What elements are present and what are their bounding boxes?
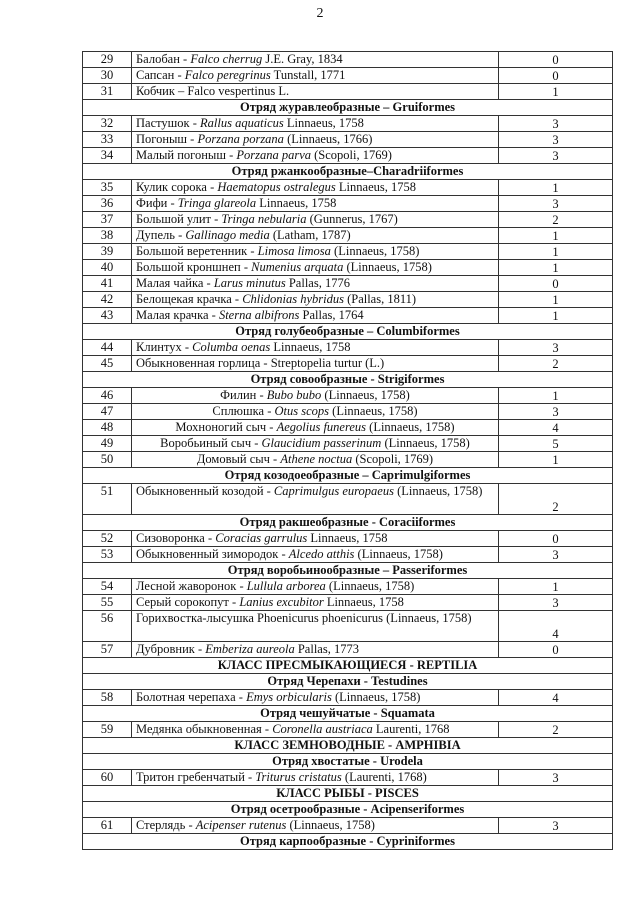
status-category: 3: [499, 547, 613, 563]
status-category: 1: [499, 579, 613, 595]
species-author: (Linnaeus, 1758): [393, 484, 483, 498]
table-row: [83, 132, 613, 148]
species-latin-name: Caprimulgus europaeus: [273, 484, 394, 498]
status-category: 3: [499, 770, 613, 786]
species-name: [132, 818, 499, 834]
row-number: 35: [83, 180, 132, 196]
species-name: [132, 244, 499, 260]
table-row: [83, 420, 613, 436]
table-row: [83, 180, 613, 196]
species-latin-name: Otus scops: [274, 404, 330, 418]
species-common-name: Домовый сыч -: [196, 452, 281, 466]
species-common-name: Воробьиный сыч -: [160, 436, 262, 450]
species-common-name: Обыкновенный зимородок -: [136, 547, 289, 561]
table-row: [83, 68, 613, 84]
species-author: (Linnaeus, 1758): [366, 420, 455, 434]
species-author: (Linnaeus, 1758): [330, 244, 420, 258]
species-latin-name: Glaucidium passerinum: [261, 436, 382, 450]
species-common-name: Большой кроншнеп -: [136, 260, 252, 274]
species-author: (Latham, 1787): [269, 228, 351, 242]
species-latin-name: Emys orbicularis: [246, 690, 332, 704]
row-number: 60: [83, 770, 132, 786]
species-latin-name: Falco peregrinus: [184, 68, 271, 82]
status-category: 3: [499, 818, 613, 834]
row-number: 37: [83, 212, 132, 228]
species-latin-name: Triturus cristatus: [255, 770, 342, 784]
species-author: (Linnaeus, 1758): [331, 690, 421, 704]
section-header-row: [83, 372, 613, 388]
status-category: 1: [499, 292, 613, 308]
section-header: КЛАСС РЫБЫ - PISCES: [83, 786, 613, 802]
status-category: 2: [499, 484, 613, 515]
species-name: [132, 148, 499, 164]
species-name: [132, 116, 499, 132]
section-header: Отряд журавлеобразные – Gruiformes: [83, 100, 613, 116]
species-common-name: Горихвостка-лысушка Phoenicurus phoenicurus (Linnaeus, 1758): [136, 611, 472, 625]
row-number: 46: [83, 388, 132, 404]
species-latin-name: Emberiza aureola: [205, 642, 295, 656]
species-author: (Scopoli, 1769): [352, 452, 434, 466]
species-common-name: Большой веретенник -: [136, 244, 258, 258]
species-common-name: Кобчик – Falco vespertinus L.: [136, 84, 290, 98]
species-author: (Laurenti, 1768): [341, 770, 427, 784]
species-name: [132, 180, 499, 196]
species-author: (Linnaeus, 1758): [354, 547, 443, 561]
row-number: 50: [83, 452, 132, 468]
species-name: [132, 260, 499, 276]
row-number: 42: [83, 292, 132, 308]
species-author: (Linnaeus, 1758): [325, 579, 415, 593]
species-latin-name: Alcedo atthis: [288, 547, 355, 561]
species-name: [132, 690, 499, 706]
species-name: [132, 420, 499, 436]
status-category: 3: [499, 595, 613, 611]
table-row: [83, 579, 613, 595]
species-name: [132, 212, 499, 228]
species-common-name: Дубровник -: [136, 642, 206, 656]
species-author: Linnaeus, 1758: [270, 340, 351, 354]
status-category: 2: [499, 722, 613, 738]
section-header-row: [83, 324, 613, 340]
row-number: 58: [83, 690, 132, 706]
status-category: 3: [499, 132, 613, 148]
species-author: Linnaeus, 1758: [256, 196, 337, 210]
species-latin-name: Bubo bubo: [266, 388, 322, 402]
status-category: 1: [499, 244, 613, 260]
table-row: [83, 292, 613, 308]
species-common-name: Малая чайка -: [136, 276, 214, 290]
table-row: [83, 595, 613, 611]
row-number: 34: [83, 148, 132, 164]
status-category: 4: [499, 690, 613, 706]
species-latin-name: Athene noctua: [280, 452, 353, 466]
row-number: 36: [83, 196, 132, 212]
table-row: [83, 452, 613, 468]
row-number: 52: [83, 531, 132, 547]
table-row: [83, 244, 613, 260]
row-number: 57: [83, 642, 132, 658]
status-category: 5: [499, 436, 613, 452]
species-latin-name: Haematopus ostralegus: [217, 180, 336, 194]
row-number: 61: [83, 818, 132, 834]
species-common-name: Обыкновенная горлица - Streptopelia turtur (L.): [136, 356, 385, 370]
row-number: 54: [83, 579, 132, 595]
section-header: Отряд голубеобразные – Columbiformes: [83, 324, 613, 340]
status-category: 0: [499, 642, 613, 658]
table-row: [83, 436, 613, 452]
species-latin-name: Acipenser rutenus: [195, 818, 287, 832]
species-author: Linnaeus, 1758: [307, 531, 388, 545]
table-row: [83, 404, 613, 420]
species-latin-name: Tringa glareola: [177, 196, 257, 210]
table-row: [83, 340, 613, 356]
row-number: 39: [83, 244, 132, 260]
species-latin-name: Coracias garrulus: [215, 531, 308, 545]
species-author: (Pallas, 1811): [343, 292, 417, 306]
species-author: (Linnaeus, 1758): [329, 404, 418, 418]
section-header-row: [83, 786, 613, 802]
table-row: [83, 52, 613, 68]
species-name: [132, 196, 499, 212]
row-number: 48: [83, 420, 132, 436]
table-row: [83, 228, 613, 244]
table-row: [83, 260, 613, 276]
section-header: Отряд козодоеобразные – Caprimulgiformes: [83, 468, 613, 484]
status-category: 0: [499, 68, 613, 84]
species-author: (Linnaeus, 1758): [286, 818, 375, 832]
species-common-name: Медянка обыкновенная -: [136, 722, 273, 736]
species-name: [132, 547, 499, 563]
table-row: [83, 148, 613, 164]
section-header-row: [83, 164, 613, 180]
species-author: (Linnaeus, 1758): [343, 260, 432, 274]
species-common-name: Сапсан -: [136, 68, 185, 82]
species-common-name: Малая крачка -: [136, 308, 219, 322]
species-name: [132, 292, 499, 308]
row-number: 47: [83, 404, 132, 420]
section-header: Отряд совообразные - Strigiformes: [83, 372, 613, 388]
species-name: [132, 595, 499, 611]
status-category: 0: [499, 276, 613, 292]
status-category: 0: [499, 52, 613, 68]
species-latin-name: Coronella austriaca: [272, 722, 373, 736]
species-common-name: Мохноногий сыч -: [175, 420, 277, 434]
section-header-row: [83, 738, 613, 754]
species-common-name: Серый сорокопут -: [136, 595, 240, 609]
species-latin-name: Falco cherrug: [190, 52, 263, 66]
section-header-row: [83, 754, 613, 770]
species-name: [132, 436, 499, 452]
species-latin-name: Chlidonias hybridus: [242, 292, 344, 306]
status-category: 2: [499, 212, 613, 228]
status-category: 3: [499, 404, 613, 420]
species-common-name: Большой улит -: [136, 212, 222, 226]
species-author: (Linnaeus, 1766): [283, 132, 373, 146]
table-row: [83, 196, 613, 212]
species-name: [132, 276, 499, 292]
row-number: 31: [83, 84, 132, 100]
species-name: [132, 484, 499, 515]
species-author: (Gunnerus, 1767): [306, 212, 398, 226]
species-latin-name: Lullula arborea: [246, 579, 326, 593]
section-header: Отряд Черепахи - Testudines: [83, 674, 613, 690]
species-latin-name: Columba oenas: [192, 340, 271, 354]
species-common-name: Филин -: [220, 388, 267, 402]
status-category: 1: [499, 228, 613, 244]
species-name: [132, 340, 499, 356]
status-category: 3: [499, 196, 613, 212]
section-header: Отряд ракшеобразные - Coraciiformes: [83, 515, 613, 531]
species-name: [132, 68, 499, 84]
species-common-name: Малый погоныш -: [136, 148, 237, 162]
status-category: 1: [499, 452, 613, 468]
species-name: [132, 611, 499, 642]
species-common-name: Стерлядь -: [136, 818, 196, 832]
section-header-row: [83, 515, 613, 531]
section-header: Отряд воробьинообразные – Passeriformes: [83, 563, 613, 579]
table-row: [83, 212, 613, 228]
species-table: [82, 51, 613, 850]
table-row: [83, 84, 613, 100]
table-row: [83, 547, 613, 563]
section-header: Отряд осетрообразные - Acipenseriformes: [83, 802, 613, 818]
species-name: [132, 404, 499, 420]
row-number: 59: [83, 722, 132, 738]
species-common-name: Болотная черепаха -: [136, 690, 247, 704]
table-row: [83, 531, 613, 547]
section-header-row: [83, 834, 613, 850]
species-name: [132, 579, 499, 595]
row-number: 38: [83, 228, 132, 244]
row-number: 45: [83, 356, 132, 372]
species-author: J.E. Gray, 1834: [262, 52, 343, 66]
species-latin-name: Limosa limosa: [257, 244, 331, 258]
species-name: [132, 452, 499, 468]
species-name: [132, 770, 499, 786]
status-category: 1: [499, 388, 613, 404]
species-author: Pallas, 1764: [299, 308, 364, 322]
species-author: Linnaeus, 1758: [323, 595, 404, 609]
row-number: 53: [83, 547, 132, 563]
species-common-name: Сплюшка -: [212, 404, 275, 418]
section-header-row: [83, 802, 613, 818]
row-number: 40: [83, 260, 132, 276]
species-latin-name: Gallinago media: [185, 228, 270, 242]
status-category: 0: [499, 531, 613, 547]
species-common-name: Пастушок -: [136, 116, 201, 130]
species-latin-name: Lanius excubitor: [239, 595, 324, 609]
species-common-name: Балобан -: [136, 52, 191, 66]
row-number: 41: [83, 276, 132, 292]
status-category: 4: [499, 420, 613, 436]
table-row: [83, 116, 613, 132]
row-number: 51: [83, 484, 132, 515]
status-category: 1: [499, 308, 613, 324]
species-latin-name: Sterna albifrons: [218, 308, 300, 322]
section-header-row: [83, 658, 613, 674]
species-author: Laurenti, 1768: [372, 722, 450, 736]
table-row: [83, 484, 613, 515]
species-common-name: Белощекая крачка -: [136, 292, 243, 306]
species-latin-name: Larus minutus: [213, 276, 286, 290]
species-name: [132, 228, 499, 244]
row-number: 55: [83, 595, 132, 611]
status-category: 4: [499, 611, 613, 642]
species-common-name: Обыкновенный козодой -: [136, 484, 274, 498]
status-category: 1: [499, 260, 613, 276]
section-header: КЛАСС ЗЕМНОВОДНЫЕ - AMPHIBIA: [83, 738, 613, 754]
species-latin-name: Porzana porzana: [197, 132, 284, 146]
species-author: Pallas, 1776: [285, 276, 350, 290]
page-number: 2: [316, 6, 324, 21]
row-number: 44: [83, 340, 132, 356]
species-name: [132, 642, 499, 658]
section-header-row: [83, 468, 613, 484]
species-common-name: Клинтух -: [136, 340, 193, 354]
section-header: Отряд ржанкообразные–Charadriiformes: [83, 164, 613, 180]
species-common-name: Тритон гребенчатый -: [136, 770, 256, 784]
species-common-name: Погоныш -: [136, 132, 198, 146]
status-category: 3: [499, 340, 613, 356]
table-row: [83, 276, 613, 292]
species-latin-name: Rallus aquaticus: [200, 116, 284, 130]
species-common-name: Фифи -: [136, 196, 178, 210]
table-row: [83, 356, 613, 372]
species-latin-name: Tringa nebularia: [221, 212, 307, 226]
species-latin-name: Porzana parva: [236, 148, 312, 162]
species-name: [132, 308, 499, 324]
section-header: Отряд хвостатые - Urodela: [83, 754, 613, 770]
row-number: 29: [83, 52, 132, 68]
status-category: 1: [499, 84, 613, 100]
species-common-name: Кулик сорока -: [136, 180, 218, 194]
row-number: 43: [83, 308, 132, 324]
species-author: (Linnaeus, 1758): [381, 436, 470, 450]
status-category: 3: [499, 116, 613, 132]
section-header-row: [83, 100, 613, 116]
table-row: [83, 770, 613, 786]
table-row: [83, 611, 613, 642]
species-common-name: Дупель -: [136, 228, 186, 242]
table-row: [83, 722, 613, 738]
row-number: 32: [83, 116, 132, 132]
species-common-name: Лесной жаворонок -: [136, 579, 247, 593]
species-latin-name: Numenius arquata: [251, 260, 344, 274]
species-name: [132, 531, 499, 547]
row-number: 56: [83, 611, 132, 642]
row-number: 33: [83, 132, 132, 148]
table-row: [83, 642, 613, 658]
species-author: (Scopoli, 1769): [311, 148, 392, 162]
section-header: Отряд чешуйчатые - Squamata: [83, 706, 613, 722]
species-name: [132, 52, 499, 68]
species-author: Linnaeus, 1758: [335, 180, 416, 194]
row-number: 30: [83, 68, 132, 84]
species-author: Linnaeus, 1758: [283, 116, 364, 130]
status-category: 1: [499, 180, 613, 196]
species-author: (Linnaeus, 1758): [321, 388, 410, 402]
species-name: [132, 356, 499, 372]
status-category: 3: [499, 148, 613, 164]
section-header: Отряд карпообразные - Cypriniformes: [83, 834, 613, 850]
species-common-name: Сизоворонка -: [136, 531, 216, 545]
species-author: Tunstall, 1771: [270, 68, 346, 82]
status-category: 2: [499, 356, 613, 372]
table-row: [83, 308, 613, 324]
table-row: [83, 818, 613, 834]
row-number: 49: [83, 436, 132, 452]
species-latin-name: Aegolius funereus: [276, 420, 367, 434]
section-header-row: [83, 706, 613, 722]
table-row: [83, 690, 613, 706]
table-row: [83, 388, 613, 404]
section-header: КЛАСС ПРЕСМЫКАЮЩИЕСЯ - REPTILIA: [83, 658, 613, 674]
section-header-row: [83, 563, 613, 579]
section-header-row: [83, 674, 613, 690]
species-name: [132, 388, 499, 404]
species-name: [132, 722, 499, 738]
species-name: [132, 84, 499, 100]
species-name: [132, 132, 499, 148]
species-author: Pallas, 1773: [294, 642, 359, 656]
